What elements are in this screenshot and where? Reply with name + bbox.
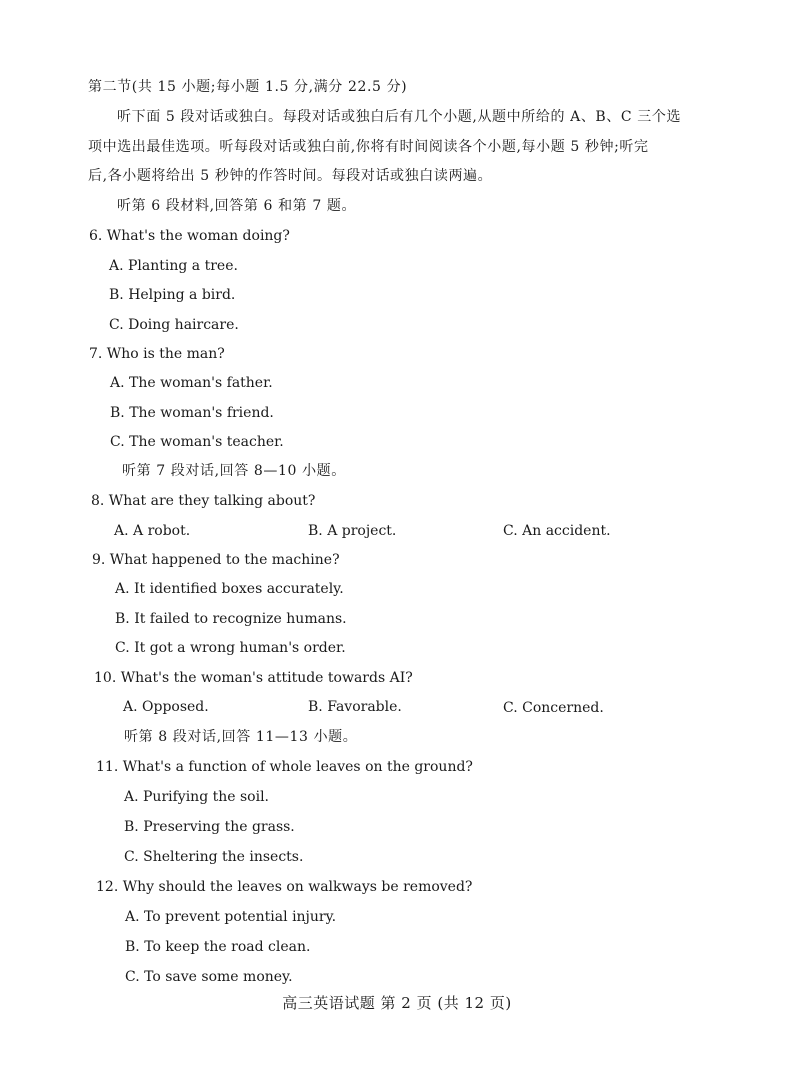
question-7-option-a: A. The woman's father. xyxy=(110,375,273,391)
question-6-option-c: C. Doing haircare. xyxy=(109,317,239,333)
question-6-option-a: A. Planting a tree. xyxy=(109,258,238,274)
question-6-option-b: B. Helping a bird. xyxy=(109,287,236,303)
question-9-option-b: B. It failed to recognize humans. xyxy=(115,611,347,627)
page-footer: 高三英语试题 第 2 页 (共 12 页) xyxy=(282,994,512,1012)
question-8-option-b: B. A project. xyxy=(308,523,397,539)
question-7: 7. Who is the man? xyxy=(89,346,225,362)
question-7-option-b: B. The woman's friend. xyxy=(110,405,274,421)
group-intro-2: 听第 7 段对话,回答 8—10 小题。 xyxy=(122,463,346,479)
question-12-option-b: B. To keep the road clean. xyxy=(125,939,311,955)
instruction-line-2: 项中选出最佳选项。听每段对话或独白前,你将有时间阅读各个小题,每小题 5 秒钟;听完 xyxy=(88,139,649,155)
instruction-line-3: 后,各小题将给出 5 秒钟的作答时间。每段对话或独白读两遍。 xyxy=(88,168,493,184)
question-8: 8. What are they talking about? xyxy=(91,493,316,509)
question-11-option-a: A. Purifying the soil. xyxy=(124,789,270,805)
question-11-option-c: C. Sheltering the insects. xyxy=(124,849,304,865)
question-9: 9. What happened to the machine? xyxy=(92,552,340,568)
question-12: 12. Why should the leaves on walkways be removed? xyxy=(96,879,473,895)
question-10: 10. What's the woman's attitude towards AI? xyxy=(94,670,413,686)
question-8-option-a: A. A robot. xyxy=(114,523,191,539)
instruction-line-1: 听下面 5 段对话或独白。每段对话或独白后有几个小题,从题中所给的 A、B、C 三个选 xyxy=(117,109,682,125)
question-11: 11. What's a function of whole leaves on the ground? xyxy=(96,759,473,775)
question-9-option-c: C. It got a wrong human's order. xyxy=(115,640,346,656)
question-10-option-a: A. Opposed. xyxy=(123,699,209,715)
question-12-option-c: C. To save some money. xyxy=(125,969,293,985)
question-12-option-a: A. To prevent potential injury. xyxy=(125,909,337,925)
question-10-option-b: B. Favorable. xyxy=(308,699,402,715)
question-9-option-a: A. It identified boxes accurately. xyxy=(115,581,344,597)
group-intro-1: 听第 6 段材料,回答第 6 和第 7 题。 xyxy=(117,198,357,214)
section-heading: 第二节(共 15 小题;每小题 1.5 分,满分 22.5 分) xyxy=(88,79,408,95)
question-7-option-c: C. The woman's teacher. xyxy=(110,434,284,450)
question-10-option-c: C. Concerned. xyxy=(503,700,604,716)
question-11-option-b: B. Preserving the grass. xyxy=(124,819,295,835)
question-8-option-c: C. An accident. xyxy=(503,523,611,539)
group-intro-3: 听第 8 段对话,回答 11—13 小题。 xyxy=(124,729,358,745)
question-6: 6. What's the woman doing? xyxy=(89,228,290,244)
